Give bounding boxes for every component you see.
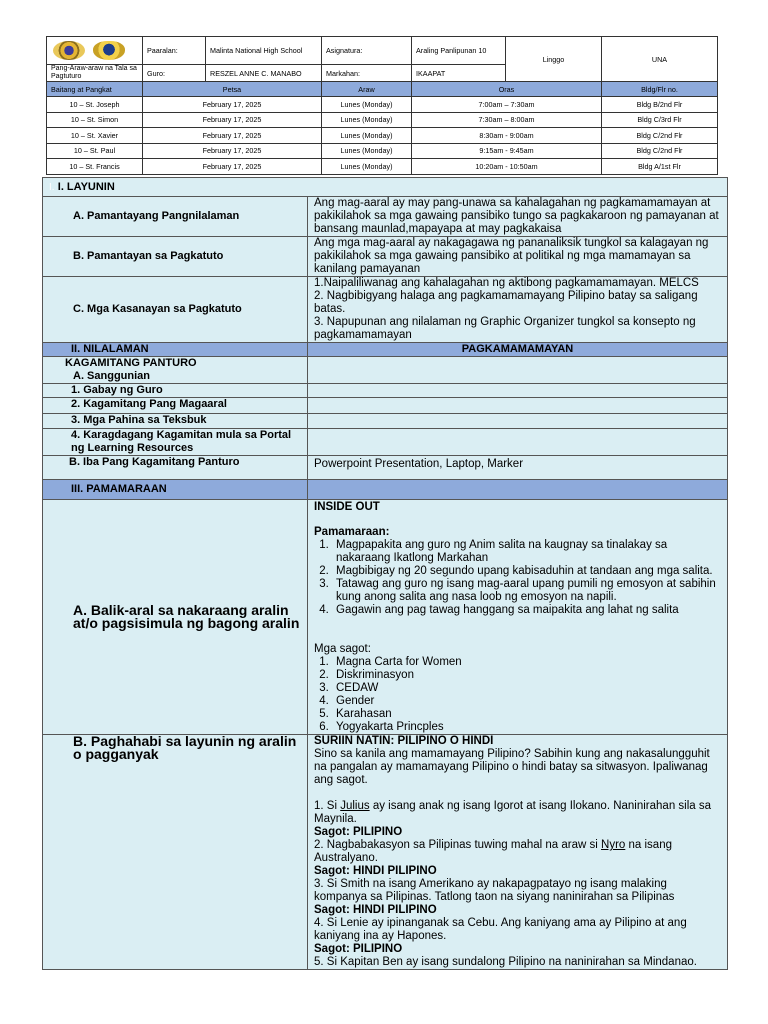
kasanayan-line: 1.Naipaliliwanag ang kahalagahan ng aktibong pagkamamamayan. MELCS	[314, 277, 699, 289]
pamamaraan-label: III. PAMAMARAAN	[43, 480, 308, 500]
answers-list	[314, 656, 721, 734]
answer-item: 5. Karahasan	[332, 708, 721, 721]
teksbuk-value	[308, 414, 728, 429]
bldg-cell: Bldg C/3rd Flr	[602, 112, 718, 128]
petsa-cell: February 17, 2025	[143, 159, 322, 175]
answer-item: 4. Gender	[332, 695, 721, 708]
suriin-intro: Sino sa kanila ang mamamayang Pilipino? Sabihin kung ang nakasalungguhit na pangalan ay mamamayang Pilipino o hindi batay sa sitwasyon. Ipaliwanag ang sagot.	[314, 748, 710, 786]
magaaral-label: 2. Kagamitang Pang Magaaral	[43, 398, 308, 414]
linggo-label: Linggo	[506, 37, 602, 82]
baitang-cell: 10 – St. Simon	[47, 112, 143, 128]
baitang-cell: 10 – St. Francis	[47, 159, 143, 175]
oras-cell: 9:15am - 9:45am	[412, 143, 602, 159]
bldg-cell: Bldg A/1st Flr	[602, 159, 718, 175]
q1-pre: 1. Si	[314, 800, 341, 812]
schedule-row	[47, 159, 718, 175]
bldg-cell: Bldg C/2nd Flr	[602, 143, 718, 159]
araw-cell: Lunes (Monday)	[322, 143, 412, 159]
paaralan-value: Malinta National High School	[206, 37, 322, 65]
petsa-cell: February 17, 2025	[143, 143, 322, 159]
linggo-value: UNA	[602, 37, 718, 82]
araw-cell: Lunes (Monday)	[322, 112, 412, 128]
answer-2: Sagot: HINDI PILIPINO	[314, 865, 437, 877]
portal-value	[308, 429, 728, 456]
answer-item: 2. Diskriminasyon	[332, 669, 721, 682]
oras-cell: 7:00am – 7:30am	[412, 97, 602, 113]
oras-cell: 8:30am - 9:00am	[412, 128, 602, 144]
suriin-title: SURIIN NATIN: PILIPINO O HINDI	[314, 735, 494, 747]
gabay-value	[308, 384, 728, 398]
kasanayan-label: C. Mga Kasanayan sa Pagkatuto	[43, 277, 308, 343]
schedule-row	[47, 143, 718, 159]
magaaral-value	[308, 398, 728, 414]
balik-aral-content	[308, 500, 728, 735]
paghahabi-title: B. Paghahabi sa layunin ng aralin o pagganyak	[43, 735, 308, 970]
kasanayan-line: 2. Nagbibigyang halaga ang pagkamamamayang Pilipino batay sa saligang batas.	[314, 290, 698, 315]
schedule-body	[47, 97, 718, 175]
petsa-cell: February 17, 2025	[143, 128, 322, 144]
nilalaman-value: PAGKAMAMAMAYAN	[308, 343, 728, 357]
schedule-row	[47, 112, 718, 128]
guro-label: Guro:	[143, 65, 206, 82]
kasanayan-line: 3. Napupunan ang nilalaman ng Graphic Organizer tungkol sa konsepto ng pagkamamamayan	[314, 316, 696, 341]
question-3: 3. Si Smith na isang Amerikano ay nakapagpatayo ng isang malaking kompanya sa Pilipinas. Tatlong taon na siyang naninirahan sa Pilipinas	[314, 878, 675, 903]
q1-post: ay isang anak ng isang Igorot at isang Ilokano. Naninirahan sila sa Maynila.	[314, 800, 712, 825]
baitang-cell: 10 – St. Xavier	[47, 128, 143, 144]
pamantayang-pangnilalaman-label: A. Pamantayang Pangnilalaman	[43, 197, 308, 237]
gabay-label: 1. Gabay ng Guro	[43, 384, 308, 398]
header-table	[46, 36, 718, 175]
question-4: 4. Si Lenie ay ipinanganak sa Cebu. Ang kaniyang ama ay Pilipino at ang kaniyang ina ay Hapones.	[314, 917, 687, 942]
answer-item: 3. CEDAW	[332, 682, 721, 695]
layunin-roman: I.	[49, 182, 55, 193]
logo-caption: Pang-Araw-araw na Tala sa Pagtuturo	[47, 65, 143, 82]
question-5: 5. Si Kapitan Ben ay isang sundalong Pilipino na naninirahan sa Mindanao.	[314, 956, 697, 968]
oras-cell: 7:30am – 8:00am	[412, 112, 602, 128]
step-item: 4. Gagawin ang pag tawag hanggang sa maipakita ang lahat ng salita	[332, 604, 721, 617]
nilalaman-label: II. NILALAMAN	[43, 343, 308, 357]
portal-label: 4. Karagdagang Kagamitan mula sa Portal ng Learning Resources	[43, 429, 308, 456]
pamantayang-pangnilalaman-text: Ang mag-aaral ay may pang-unawa sa kahalagahan ng pagkamamamayan at pakikilahok sa mga gawaing pansibiko tungo sa pagkakaroon ng pamayanan at bansang maunlad,mapayapa at may pagkakaisa	[308, 197, 728, 237]
bldg-cell: Bldg C/2nd Flr	[602, 128, 718, 144]
guro-value: RESZEL ANNE C. MANABO	[206, 65, 322, 82]
answer-item: 1. Magna Carta for Women	[332, 656, 721, 669]
question-1	[314, 800, 721, 826]
sanggunian-value	[308, 357, 728, 384]
layunin-title: I. LAYUNIN	[57, 181, 115, 193]
steps-list	[314, 539, 721, 617]
deped-seal-logo	[93, 41, 125, 60]
col-header-bldg: Bldg/Flr no.	[602, 82, 718, 97]
pamamaraan-value	[308, 480, 728, 500]
bldg-cell: Bldg B/2nd Flr	[602, 97, 718, 113]
schedule-row	[47, 128, 718, 144]
petsa-cell: February 17, 2025	[143, 112, 322, 128]
oras-cell: 10:20am - 10:50am	[412, 159, 602, 175]
step-item: 1. Magpapakita ang guro ng Anim salita na kaugnay sa tinalakay sa nakaraang Ikatlong Markahan	[332, 539, 721, 565]
pamantayan-pagkatuto-label: B. Pamantayan sa Pagkatuto	[43, 237, 308, 277]
school-seal-logo	[53, 41, 85, 60]
araw-cell: Lunes (Monday)	[322, 159, 412, 175]
iba-label: B. Iba Pang Kagamitang Panturo	[43, 456, 308, 480]
answer-1: Sagot: PILIPINO	[314, 826, 403, 838]
pamantayan-pagkatuto-text: Ang mga mag-aaral ay nakagagawa ng pananaliksik tungkol sa kalagayan ng pakikilahok sa mga gawaing pansibiko at politikal ng mga mamamayan sa kanilang pamayanan	[308, 237, 728, 277]
mga-sagot-label: Mga sagot:	[314, 643, 371, 655]
asignatura-value: Araling Panlipunan 10	[412, 37, 506, 65]
q2-name: Nyro	[601, 839, 626, 851]
col-header-oras: Oras	[412, 82, 602, 97]
q1-name: Julius	[340, 800, 370, 812]
kagamitang-panturo-label: KAGAMITANG PANTURO	[65, 357, 197, 369]
araw-cell: Lunes (Monday)	[322, 128, 412, 144]
teksbuk-label: 3. Mga Pahina sa Teksbuk	[43, 414, 308, 429]
inside-out-title: INSIDE OUT	[314, 501, 380, 513]
markahan-value: IKAAPAT	[412, 65, 506, 82]
paaralan-label: Paaralan:	[143, 37, 206, 65]
answer-3: Sagot: HINDI PILIPINO	[314, 904, 437, 916]
schedule-header-row	[47, 82, 718, 97]
logos-cell	[47, 37, 143, 65]
col-header-petsa: Petsa	[143, 82, 322, 97]
paghahabi-content	[308, 735, 728, 970]
kagamitang-cell	[43, 357, 308, 384]
baitang-cell: 10 – St. Joseph	[47, 97, 143, 113]
araw-cell: Lunes (Monday)	[322, 97, 412, 113]
pamamaraan-sublabel: Pamamaraan:	[314, 526, 390, 538]
lesson-plan-table	[42, 177, 728, 970]
col-header-araw: Araw	[322, 82, 412, 97]
layunin-heading	[43, 178, 728, 197]
petsa-cell: February 17, 2025	[143, 97, 322, 113]
answer-item: 6. Yogyakarta Princples	[332, 721, 721, 734]
balik-aral-title: A. Balik-aral sa nakaraang aralin at/o pagsisimula ng bagong aralin	[43, 500, 308, 735]
q2-post: na isang Australyano.	[314, 839, 672, 864]
schedule-row	[47, 97, 718, 113]
question-2	[314, 839, 721, 865]
baitang-cell: 10 – St. Paul	[47, 143, 143, 159]
col-header-baitang: Baitang at Pangkat	[47, 82, 143, 97]
sanggunian-label: A. Sanggunian	[73, 370, 150, 382]
q2-pre: 2. Nagbabakasyon sa Pilipinas tuwing mahal na araw si	[314, 839, 602, 851]
answer-4: Sagot: PILIPINO	[314, 943, 403, 955]
step-item: 3. Tatawag ang guro ng isang mag-aaral upang pumili ng emosyon at sabihin kung anong salita ang nasa loob ng emosyon na napili.	[332, 578, 721, 604]
asignatura-label: Asignatura:	[322, 37, 412, 65]
step-item: 2. Magbibigay ng 20 segundo upang kabisaduhin at tandaan ang mga salita.	[332, 565, 721, 578]
markahan-label: Markahan:	[322, 65, 412, 82]
iba-value: Powerpoint Presentation, Laptop, Marker	[308, 456, 728, 480]
kasanayan-text	[308, 277, 728, 343]
